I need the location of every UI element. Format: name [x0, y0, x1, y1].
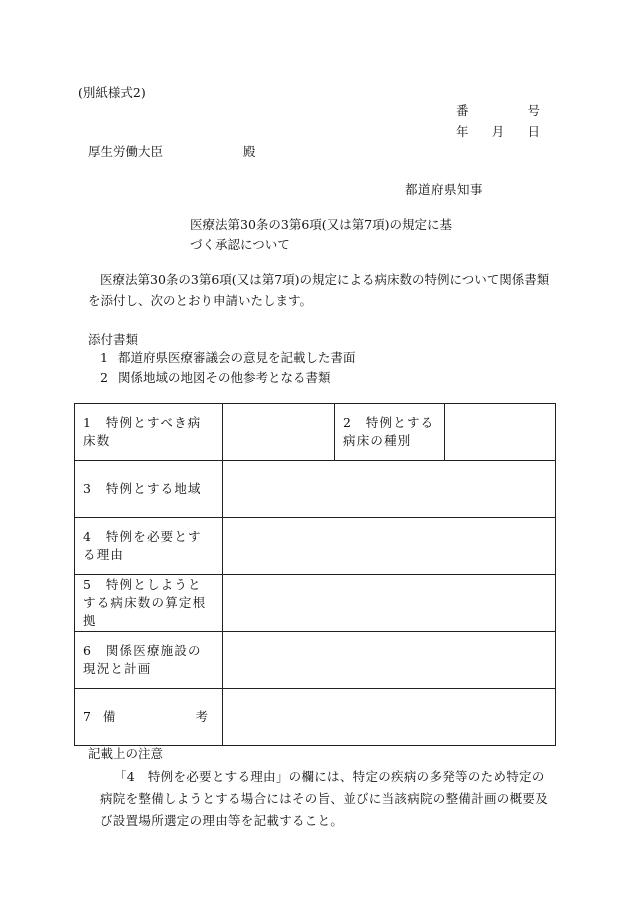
area-label: 3 特例とする地域 — [75, 461, 223, 518]
attachment-no: 2 — [100, 370, 108, 385]
table-row — [75, 689, 556, 746]
table-row — [75, 575, 556, 632]
reason-label: 4 特例を必要とする理由 — [75, 518, 223, 575]
attachment-item — [100, 348, 356, 368]
bed-count-field[interactable] — [223, 404, 335, 461]
honorific: 殿 — [243, 144, 256, 159]
facility-label: 6 関係医療施設の現況と計画 — [75, 632, 223, 689]
number-right: 号 — [527, 103, 540, 118]
bed-type-field[interactable] — [445, 404, 556, 461]
sender: 都道府県知事 — [405, 182, 484, 197]
area-field[interactable] — [223, 461, 556, 518]
table-row — [75, 632, 556, 689]
remarks-char-b: 考 — [195, 709, 208, 724]
number-left: 番 — [456, 103, 469, 118]
body-paragraph: 医療法第30条の3第6項(又は第7項)の規定による病床数の特例について関係書類を添付し、次のとおり申請いたします。 — [88, 272, 550, 308]
table-row — [75, 404, 556, 461]
subject-line-2: づく承認について — [190, 237, 290, 252]
date-day: 日 — [527, 124, 540, 139]
attachment-text: 関係地域の地図その他参考となる書類 — [118, 370, 331, 385]
facility-field[interactable] — [223, 632, 556, 689]
basis-field[interactable] — [223, 575, 556, 632]
notes-text: 「4 特例を必要とする理由」の欄には、特定の疾病の多発等のため特定の病院を整備しようとする場合にはその旨、並びに当該病院の整備計画の概要及び設置場所選定の理由等を記載すること。 — [100, 769, 549, 828]
table-row — [75, 461, 556, 518]
remarks-no: 7 — [83, 709, 91, 724]
subject-line-1: 医療法第30条の3第6項(又は第7項)の規定に基 — [190, 217, 453, 232]
addressee: 厚生労働大臣 — [88, 144, 164, 159]
attachment-item — [100, 368, 356, 388]
attachments-heading: 添付書類 — [88, 332, 139, 347]
application-table — [74, 403, 556, 746]
subject — [190, 215, 452, 255]
bed-count-label: 1 特例とすべき病床数 — [75, 404, 223, 461]
basis-label: 5 特例としようとする病床数の算定根拠 — [75, 575, 223, 632]
remarks-label — [75, 689, 223, 746]
remarks-field[interactable] — [223, 689, 556, 746]
table-row — [75, 518, 556, 575]
notes-heading: 記載上の注意 — [88, 746, 164, 761]
remarks-char-a: 備 — [102, 709, 116, 724]
document-number — [456, 102, 540, 120]
form-label: (別紙様式2) — [78, 85, 146, 100]
attachment-text: 都道府県医療審議会の意見を記載した書面 — [118, 350, 356, 365]
document-date — [456, 123, 540, 141]
bed-type-label: 2 特例とする病床の種別 — [335, 404, 445, 461]
date-year: 年 — [456, 124, 469, 139]
reason-field[interactable] — [223, 518, 556, 575]
date-month: 月 — [491, 124, 505, 139]
attachment-no: 1 — [100, 350, 108, 365]
attachments-list — [100, 348, 356, 388]
